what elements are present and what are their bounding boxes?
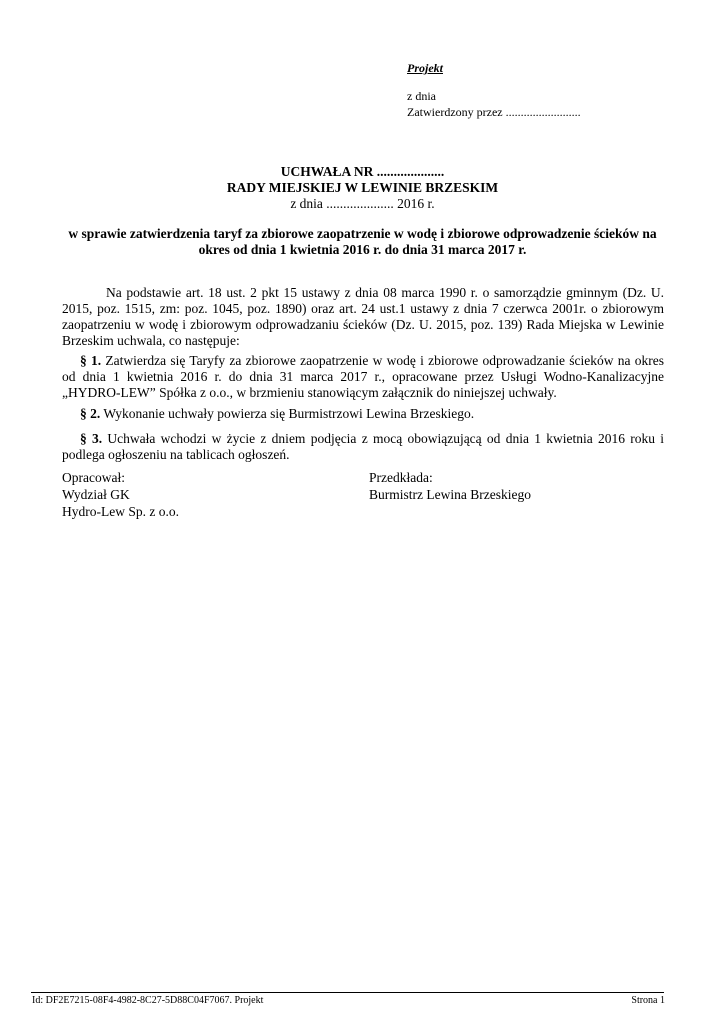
resolution-subject: w sprawie zatwierdzenia taryf za zbiorowe zaopatrzenie w wodę i zbiorowe odprowadzenie ścieków na okres od dnia 1 kwietnia 2016 r. do dnia 31 marca 2017 r.: [68, 226, 657, 257]
prepared-by-label: Opracował:: [62, 470, 125, 485]
footer-document-id: Id: DF2E7215-08F4-4982-8C27-5D88C04F7067. Projekt: [32, 995, 264, 1006]
project-date-line: z dnia: [407, 89, 436, 103]
resolution-title: [0, 164, 725, 212]
project-label: Projekt: [407, 61, 443, 75]
prepared-by-department: Wydział GK: [62, 487, 130, 502]
preamble-paragraph: Na podstawie art. 18 ust. 2 pkt 15 ustawy z dnia 08 marca 1990 r. o samorządzie gminnym (Dz. U. 2015, poz. 1515, zm: poz. 1045, poz. 1890) oraz art. 24 ust.1 ustawy z dnia 7 czerwca 2001r. o zbiorowym zaopatrzeniu w wodę i zbiorowym odprowadzaniu ścieków (Dz. U. 2015, poz. 139) Rada Miejska w Lewinie Brzeskim uchwala, co następuje:: [62, 285, 664, 348]
submitted-by-name: Burmistrz Lewina Brzeskiego: [369, 487, 531, 502]
paragraph-1: [62, 353, 664, 401]
paragraph-3-text: Uchwała wchodzi w życie z dniem podjęcia z mocą obowiązującą od dnia 1 kwietnia 2016 roku i podlega ogłoszeniu na tablicach ogłoszeń.: [62, 431, 665, 462]
paragraph-3-number: § 3.: [80, 431, 103, 446]
paragraph-2: [62, 406, 664, 422]
footer-divider: [31, 992, 664, 993]
paragraph-3: [62, 431, 664, 463]
paragraph-2-number: § 2.: [80, 406, 101, 421]
resolution-number: UCHWAŁA NR ....................: [280, 164, 445, 179]
paragraph-1-text: Zatwierdza się Taryfy za zbiorowe zaopatrzenie w wodę i zbiorowe odprowadzanie ścieków na okres od dnia 1 kwietnia 2016 r. do dnia 31 marca 2017 r., opracowane przez Usługi Wodno-Kanalizacyjne „HYDRO-LEW” Spółka z o.o., w brzmieniu stanowiącym załącznik do niniejszej uchwały.: [62, 353, 665, 400]
submitted-by-label: Przedkłada:: [369, 470, 433, 485]
prepared-by-company: Hydro-Lew Sp. z o.o.: [62, 504, 179, 519]
submitted-by-block: [369, 469, 531, 503]
paragraph-1-number: § 1.: [80, 353, 102, 368]
paragraph-2-text: Wykonanie uchwały powierza się Burmistrzowi Lewina Brzeskiego.: [100, 406, 475, 421]
footer-page-number: Strona 1: [631, 995, 665, 1006]
prepared-by-block: [62, 469, 179, 520]
project-header: [407, 60, 581, 120]
council-name: RADY MIEJSKIEJ W LEWINIE BRZESKIM: [226, 180, 499, 195]
resolution-date: z dnia .................... 2016 r.: [290, 196, 435, 211]
project-approved-line: Zatwierdzony przez .........................: [407, 105, 581, 119]
